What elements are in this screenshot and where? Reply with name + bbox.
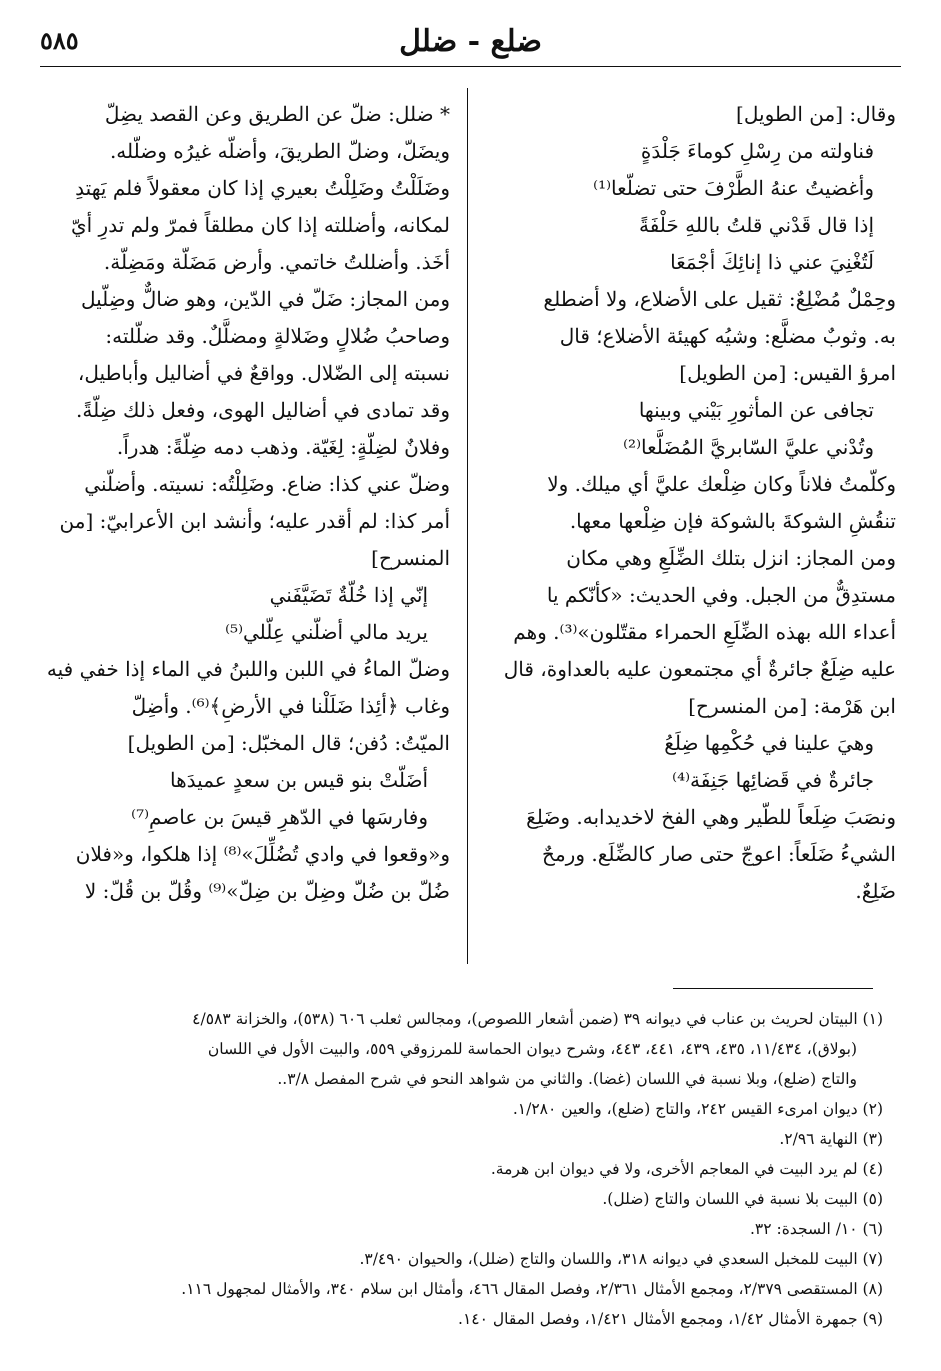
text-line: الميّتُ: دُفن؛ قال المخبّل: [من الطويل] [127, 731, 450, 755]
verse-line: وهيَ علينا في حُكْمِها ضِلَعُ [664, 731, 874, 755]
text-line: وصاحبُ ضُلالٍ وضَلالةٍ ومضلَّلٌ. وقد ضلّلته: [105, 324, 450, 348]
header-rule [40, 66, 901, 67]
text-line: وفلانٌ لضِلّةٍ: لِغَيّة. وذهب دمه ضِلّةً: هدراً. [116, 435, 450, 459]
footnote: (٧) البيت للمخبل السعدي في ديوانه ٣١٨، واللسان والتاج (ضلل)، والحيوان ٣/٤٩٠. [359, 1250, 883, 1268]
verse-line: يريد مالي أضلّني عِلّلي⁽⁵⁾ [225, 620, 428, 644]
text-line: ونصَبَ ضِلَعاً للطّير وهي الفخ لاخديدابه. وضَلِعَ [526, 805, 896, 829]
column-divider [467, 88, 468, 964]
text-line: وضلّ الماءُ في اللبن واللبنُ في الماء إذا خفي فيه [46, 657, 450, 681]
text-line: ومن المجاز: انزل بتلك الضِّلَعِ وهي مكان [566, 546, 896, 570]
text-line: لمكانه، وأضللته إذا كان مطلقاً فمرّ ولم تدرِ أيّ [70, 213, 450, 237]
footnote: (٢) ديوان امرىء القيس ٢٤٢، والتاج (ضلع)، والعين ١/٢٨٠. [512, 1100, 883, 1118]
footnote: (٨) المستقصى ٢/٣٧٩، ومجمع الأمثال ٢/٣٦١، وفصل المقال ٤٦٦، وأمثال ابن سلام ٣٤٠، والأمثال لمجهول ١١٦. [181, 1280, 883, 1298]
verse-line: جائرةٌ في قَضائِها جَنِفَة⁽⁴⁾ [672, 768, 874, 792]
text-line: وقد تمادى في أضاليل الهوى، وفعل ذلك ضِلّةً. [75, 398, 450, 422]
footnote: (٥) البيت بلا نسبة في اللسان والتاج (ضلل). [602, 1190, 883, 1208]
text-line: وحِمْلٌ مُضْلِعٌ: ثقيل على الأضلاع، ولا أضطلع [543, 287, 896, 311]
text-line: وقال: [من الطويل] [736, 102, 896, 126]
footnote: (٣) النهاية ٢/٩٦. [779, 1130, 883, 1148]
text-line: به. وثوبٌ مضلَّع: وشيُه كهيئة الأضلاع؛ قال [559, 324, 896, 348]
text-line: ابن هَرْمة: [من المنسرح] [688, 694, 896, 718]
page-number: ٥٨٥ [40, 26, 79, 55]
verse-line: تجافى عن المأثورِ بَيْني وبينها [638, 398, 874, 422]
text-line: ومن المجاز: ضَلّ في الدّين، وهو ضالٌّ وضِلّيل [80, 287, 450, 311]
verse-line: وأغضيتُ عنهُ الطَّرْفَ حتى تضلّعا⁽¹⁾ [593, 176, 874, 200]
text-line: نسبته إلى الضّلال. وواقعٌ في أضاليل وأباطيل، [77, 361, 450, 385]
text-line: عليه ضِلَعٌ جائرةٌ أي مجتمعون عليه بالعداوة، قال [503, 657, 896, 681]
text-line: المنسرح] [371, 546, 450, 570]
text-line: * ضلل: ضلّ عن الطريق وعن القصد يضِلّ [104, 102, 450, 126]
page-title: ضلع - ضلل [399, 24, 542, 59]
footnote: (٤) لم يرد البيت في المعاجم الأخرى، ولا في ديوان ابن هرمة. [490, 1160, 883, 1178]
left-column [22, 96, 450, 910]
page-header [40, 22, 901, 68]
text-line: امرؤ القيس: [من الطويل] [679, 361, 896, 385]
footnote: (٩) جمهرة الأمثال ١/٤٢، ومجمع الأمثال ١/٤٢١، وفصل المقال ١٤٠. [458, 1310, 883, 1328]
text-line: و«وقعوا في وادي تُضُلِّلَ»⁽⁸⁾ إذا هلكوا، و«فلان [75, 842, 450, 866]
text-line: الشيءُ ضَلَعاً: اعوجّ حتى صار كالضِّلَع. ورمحٌ [542, 842, 896, 866]
footnote-rule [673, 988, 873, 989]
verse-line: إذا قال قَدْني قلتُ باللهِ حَلْفَةً [638, 213, 874, 237]
text-line: ضَلِعٌ. [855, 879, 896, 903]
right-column [496, 96, 896, 910]
verse-line: وفارسَها في الدّهرِ قيسَ بن عاصمِ⁽⁷⁾ [131, 805, 428, 829]
verse-line: وتُدْني عليَّ السّابريَّ المُضَلَّعا⁽²⁾ [623, 435, 874, 459]
text-line: أخَذ. وأضللتُ خاتمي. وأرض مَضَلّة ومَضِلّة. [103, 250, 450, 274]
text-line: أعداء الله بهذه الضِّلَعِ الحمراء مقتّلون»⁽³⁾. وهم [513, 620, 896, 644]
footnotes [43, 1004, 883, 1334]
footnote: (١) البيتان لحريث بن عناب في ديوانه ٣٩ (ضمن أشعار اللصوص)، ومجالس ثعلب ٦٠٦ (٥٣٨)، والخزانة ٤/٥٨٣ [192, 1010, 883, 1028]
text-line: ضُلّ بن ضُلّ وضِلّ بن ضِلّ»⁽⁹⁾ وقُلّ بن قُلّ: لا [84, 879, 450, 903]
text-line: وكلّمتُ فلاناً وكان ضِلْعك عليَّ أي ميلك. ولا [547, 472, 896, 496]
verse-line: لَتُغْنِيَ عني ذا إنائِكَ أجْمَعَا [670, 250, 874, 274]
text-line: أمر كذا: لم أقدر عليه؛ وأنشد ابن الأعرابيّ: [من [59, 509, 450, 533]
text-line: وغاب ﴿أئِذا ضَلَلْنا في الأرضِ﴾⁽⁶⁾. وأضِلّ [131, 694, 450, 718]
verse-line: فناولته من رِسْلِ كوماءَ جَلْدَةٍ [640, 139, 874, 163]
text-line: تنقُشِ الشوكةَ بالشوكة فإن ضِلْعها معها. [569, 509, 896, 533]
text-line: وضلّ عني كذا: ضاع. وضَلِلْتُه: نسيته. وأضلّني [84, 472, 450, 496]
footnote-continuation: (بولاق)، ١١/٤٣٤، ٤٣٥، ٤٣٩، ٤٤١، ٤٤٣، وشرح ديوان الحماسة للمرزوقي ٥٥٩، والبيت الأول في اللسان [207, 1040, 857, 1058]
text-line: وضَلَلْتُ وضَلِلْتُ بعيري إذا كان معقولاً فلم يَهتدِ [75, 176, 450, 200]
text-line: ويضَلّ، وضلّ الطريقَ، وأضلّه غيرُه وضلّله. [109, 139, 450, 163]
verse-line: أضَلّتْ بنو قيس بن سعدٍ عميدَها [170, 768, 428, 792]
text-line: مستدِقٌّ من الجبل. وفي الحديث: «كأنّكم يا [546, 583, 896, 607]
verse-line: إنّي إذا خُلّةٌ تَضَيَّفَني [269, 583, 428, 607]
footnote-continuation: والتاج (ضلع)، وبلا نسبة في اللسان (غضا). والثاني من شواهد النحو في شرح المفصل ٣/٨.. [277, 1070, 857, 1088]
footnote: (٦) ١٠/ السجدة: ٣٢. [749, 1220, 883, 1238]
